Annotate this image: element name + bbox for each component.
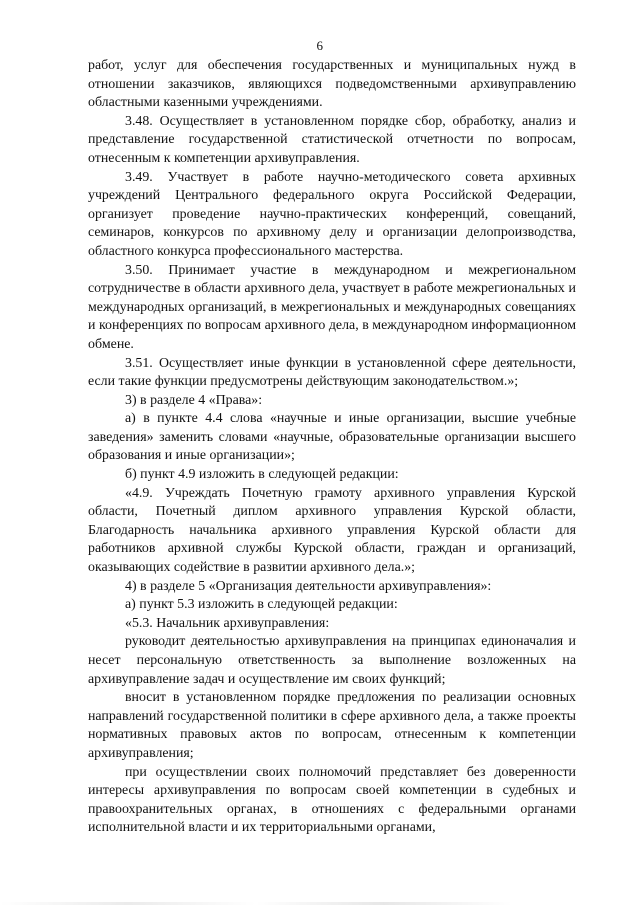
paragraph-head-submits: вносит в установленном порядке предложения по реализации основных направлений государственной политики в сфере архивного дела, а также проекты нормативных правовых актов по вопросам, отнесенным к компетенции архивуправления; xyxy=(88,690,576,761)
paragraph-3-49: 3.49. Участвует в работе научно-методического совета архивных учреждений Центрального федерального округа Российской Федерации, организует проведение научно-практических конференций, совещаний, семинаров, конкурсов по архивному делу и организации делопроизводства, областного конкурса профессионального мастерства. xyxy=(88,169,576,259)
paragraph-item-5-3-intro: а) пункт 5.3 изложить в следующей редакции: xyxy=(125,597,398,613)
document-body xyxy=(88,57,576,838)
paragraph-3-48: 3.48. Осуществляет в установленном порядке сбор, обработку, анализ и представление государственной статистической отчетности по вопросам, отнесенным к компетенции архивуправления. xyxy=(88,113,576,166)
paragraph-3-51: 3.51. Осуществляет иные функции в установленной сфере деятельности, если такие функции предусмотрены действующим законодательством.»; xyxy=(88,355,576,390)
paragraph-head-represents: при осуществлении своих полномочий представляет без доверенности интересы архивуправления по вопросам своей компетенции в судебных и правоохранительных органах, в отношениях с федеральными органами исполнительной власти и их территориальными органами, xyxy=(88,764,576,836)
paragraph-section-5-heading: 4) в разделе 5 «Организация деятельности архивуправления»: xyxy=(125,578,492,594)
page-number: 6 xyxy=(316,38,324,53)
paragraph-section-4-heading: 3) в разделе 4 «Права»: xyxy=(125,392,263,408)
paragraph-head-manages: руководит деятельностью архивуправления на принципах единоначалия и несет персональную ответственность за выполнение возложенных на архивуправление задач и осуществление им своих функций; xyxy=(88,634,576,687)
paragraph-item-4-4: а) в пункте 4.4 слова «научные и иные организации, высшие учебные заведения» заменить словами «научные, образовательные организации высшего образования и иные организации»; xyxy=(88,411,576,464)
paragraph-3-50: 3.50. Принимает участие в международном и межрегиональном сотрудничестве в области архивного дела, участвует в работе межрегиональных и международных организаций, в межрегиональных и международных совещаниях и конференциях по вопросам архивного дела, в международном информационном обмене. xyxy=(88,262,576,352)
paragraph-4-9-text: «4.9. Учреждать Почетную грамоту архивного управления Курской области, Почетный диплом архивного управления Курской области, Благодарность начальника архивного управления Курской области для работников архивной службы Курской области, граждан и организаций, оказывающих содействие в развитии архивного дела.»; xyxy=(88,485,576,576)
paragraph-5-3-title: «5.3. Начальник архивуправления: xyxy=(125,615,330,631)
paragraph-item-4-9-intro: б) пункт 4.9 изложить в следующей редакции: xyxy=(125,467,399,483)
paragraph-procurement-continuation: работ, услуг для обеспечения государственных и муниципальных нужд в отношении заказчиков, являющихся подведомственными архивуправлению областными казенными учреждениями. xyxy=(88,58,576,111)
